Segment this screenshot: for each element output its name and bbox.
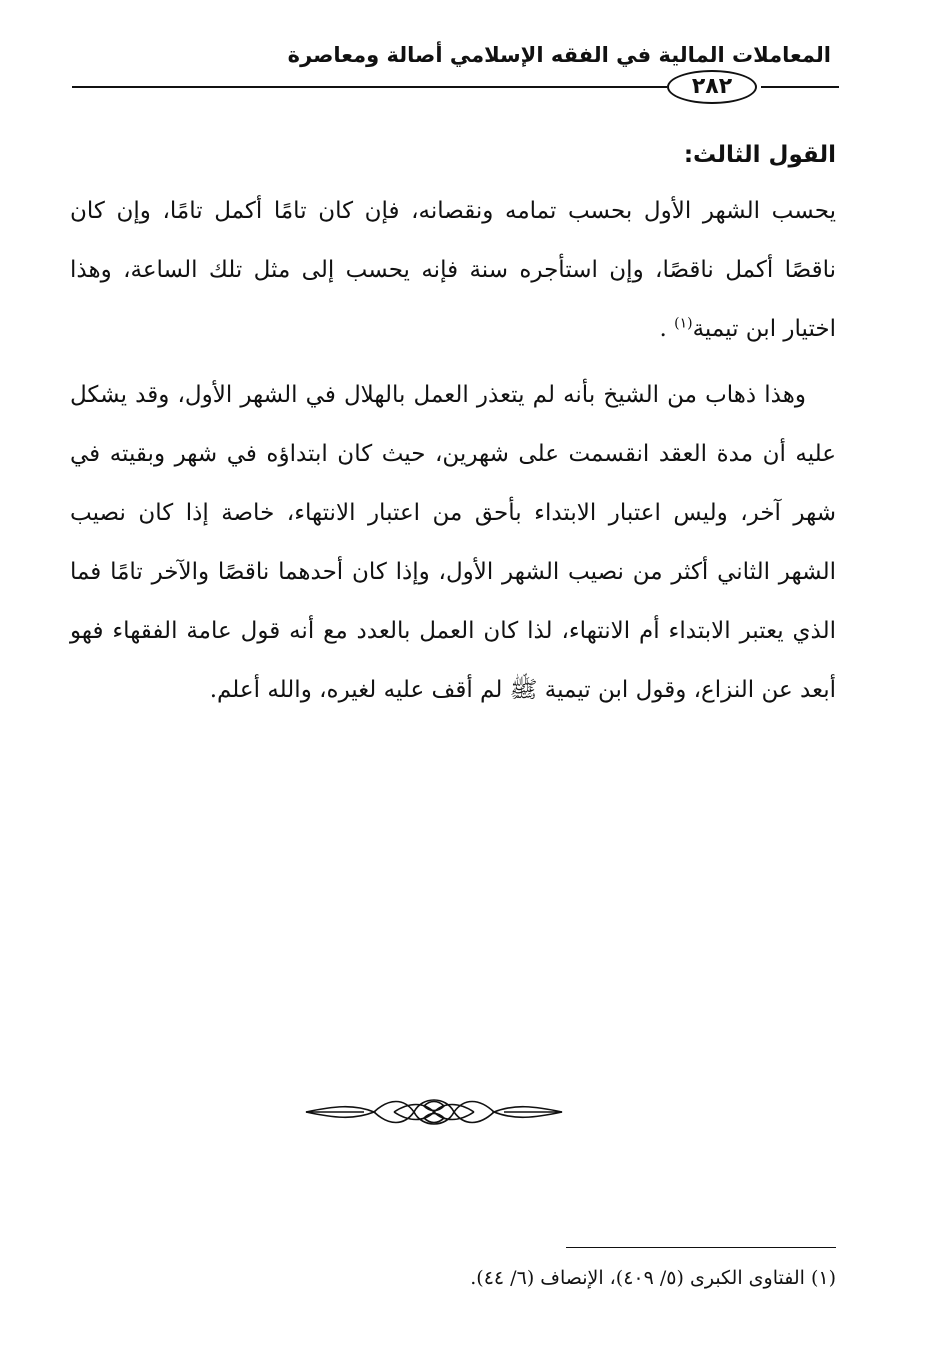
paragraph-1-text: يحسب الشهر الأول بحسب تمامه ونقصانه، فإن كان تامًا أكمل تامًا، وإن كان ناقصًا أكمل ناقصًا، وإن استأجره سنة فإنه يحسب إلى مثل تلك الساعة، وهذا اختيار ابن تيمية — [70, 198, 836, 342]
running-header-title: المعاملات المالية في الفقه الإسلامي أصالة ومعاصرة — [287, 43, 831, 67]
paragraph-2: وهذا ذهاب من الشيخ بأنه لم يتعذر العمل بالهلال في الشهر الأول، وقد يشكل عليه أن مدة العقد انقسمت على شهرين، حيث كان ابتداؤه في شهر وبقيته في شهر آخر، وليس اعتبار الابتداء بأحق من اعتبار الانتهاء، خاصة إذا كان نصيب الشهر الثاني أكثر من نصيب الشهر الأول، وإذا كان أحدهما ناقصًا والآخر تامًا فما الذي يعتبر الابتداء أم الانتهاء، لذا كان العمل بالعدد مع أنه قول عامة الفقهاء فهو أبعد عن النزاع، وقول ابن تيمية ﷺ لم أقف عليه لغيره، والله أعلم. — [70, 382, 836, 703]
paragraph-1-end: . — [659, 316, 667, 342]
footnote-separator — [566, 1247, 836, 1248]
page-number: ٢٨٢ — [667, 70, 757, 104]
body-text — [70, 130, 836, 720]
footnote-reference[interactable]: (١) — [674, 315, 693, 332]
ornament-divider-icon — [304, 1092, 564, 1132]
paragraph-1 — [70, 182, 836, 359]
header-rule-right — [761, 86, 839, 88]
footnote-1: (١) الفتاوى الكبرى (٥/ ٤٠٩)، الإنصاف (٦/ ٤٤). — [470, 1267, 836, 1289]
header-rule-left — [72, 86, 667, 88]
section-heading: القول الثالث: — [683, 142, 836, 168]
